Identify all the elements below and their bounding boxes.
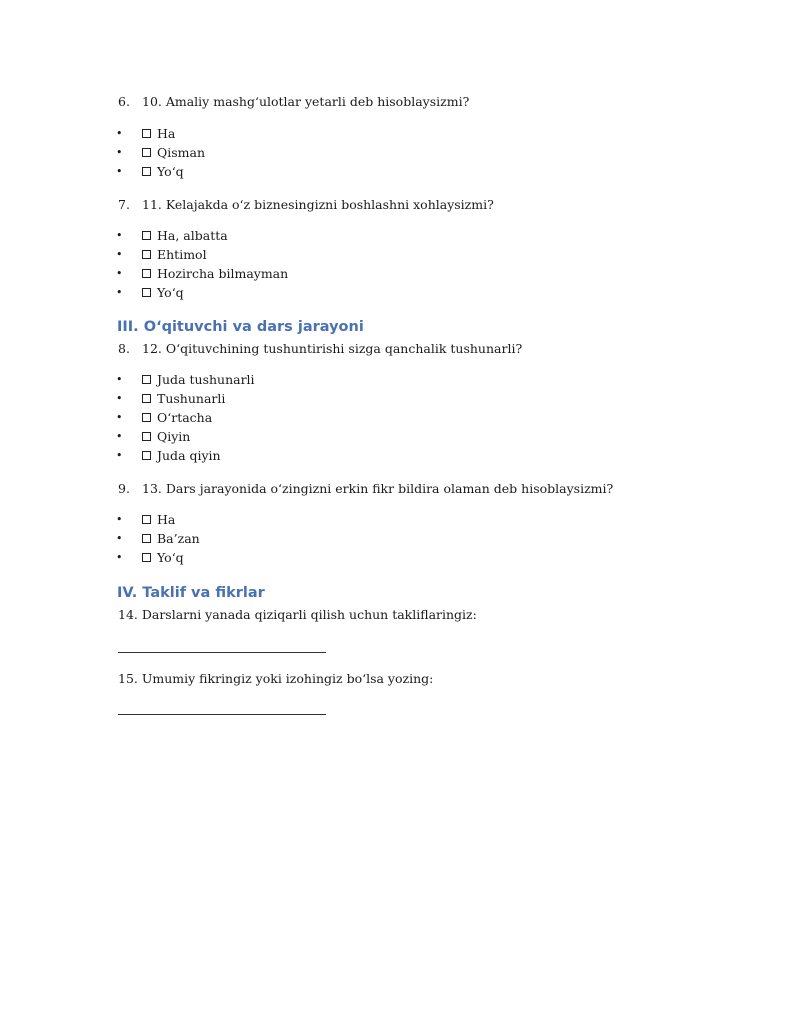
option-item[interactable] bbox=[0, 143, 800, 162]
bullet-icon: • bbox=[116, 165, 123, 178]
option-label: Ba’zan bbox=[157, 531, 200, 546]
bullet-icon: • bbox=[116, 373, 123, 386]
option-item[interactable] bbox=[0, 408, 800, 427]
option-label: Ha bbox=[157, 126, 176, 141]
checkbox[interactable] bbox=[142, 413, 151, 422]
section-heading-4: IV. Taklif va fikrlar bbox=[117, 585, 265, 601]
option-item[interactable] bbox=[0, 283, 800, 302]
open-question-14: 14. Darslarni yanada qiziqarli qilish uchun takliflaringiz: bbox=[118, 607, 477, 622]
checkbox[interactable] bbox=[142, 269, 151, 278]
bullet-icon: • bbox=[116, 248, 123, 261]
bullet-icon: • bbox=[116, 551, 123, 564]
bullet-icon: • bbox=[116, 532, 123, 545]
option-label: Ehtimol bbox=[157, 247, 207, 262]
checkbox[interactable] bbox=[142, 432, 151, 441]
question-block-8 bbox=[0, 339, 800, 359]
question-block-6 bbox=[0, 92, 800, 112]
question-7 bbox=[0, 195, 800, 215]
option-label: Yo‘q bbox=[157, 285, 184, 300]
checkbox[interactable] bbox=[142, 129, 151, 138]
option-item[interactable] bbox=[0, 162, 800, 181]
option-item[interactable] bbox=[0, 389, 800, 408]
question-block-9 bbox=[0, 479, 800, 499]
question-block-7 bbox=[0, 195, 800, 215]
options-list-8 bbox=[0, 370, 800, 465]
option-item[interactable] bbox=[0, 548, 800, 567]
question-8 bbox=[0, 339, 800, 359]
open-question-15: 15. Umumiy fikringiz yoki izohingiz bo‘lsa yozing: bbox=[118, 671, 434, 686]
bullet-icon: • bbox=[116, 513, 123, 526]
checkbox[interactable] bbox=[142, 231, 151, 240]
options-list-6 bbox=[0, 124, 800, 181]
question-number: 8. bbox=[118, 341, 130, 356]
checkbox[interactable] bbox=[142, 451, 151, 460]
bullet-icon: • bbox=[116, 392, 123, 405]
option-item[interactable] bbox=[0, 510, 800, 529]
option-item[interactable] bbox=[0, 226, 800, 245]
checkbox[interactable] bbox=[142, 167, 151, 176]
option-item[interactable] bbox=[0, 446, 800, 465]
option-label: Qiyin bbox=[157, 429, 191, 444]
section-heading-3: III. O‘qituvchi va dars jarayoni bbox=[117, 319, 364, 335]
bullet-icon: • bbox=[116, 127, 123, 140]
option-label: Juda tushunarli bbox=[157, 372, 255, 387]
options-list-9 bbox=[0, 510, 800, 567]
question-number: 7. bbox=[118, 197, 130, 212]
option-label: O‘rtacha bbox=[157, 410, 213, 425]
bullet-icon: • bbox=[116, 430, 123, 443]
bullet-icon: • bbox=[116, 267, 123, 280]
option-item[interactable] bbox=[0, 264, 800, 283]
option-item[interactable] bbox=[0, 370, 800, 389]
question-number: 9. bbox=[118, 481, 130, 496]
option-label: Qisman bbox=[157, 145, 206, 160]
bullet-icon: • bbox=[116, 229, 123, 242]
option-label: Yo‘q bbox=[157, 164, 184, 179]
option-label: Hozircha bilmayman bbox=[157, 266, 289, 281]
bullet-icon: • bbox=[116, 411, 123, 424]
question-text: 12. O‘qituvchining tushuntirishi sizga qanchalik tushunarli? bbox=[142, 341, 523, 356]
answer-line-14[interactable] bbox=[118, 652, 326, 653]
checkbox[interactable] bbox=[142, 288, 151, 297]
checkbox[interactable] bbox=[142, 250, 151, 259]
bullet-icon: • bbox=[116, 146, 123, 159]
option-label: Yo‘q bbox=[157, 550, 184, 565]
option-label: Ha, albatta bbox=[157, 228, 228, 243]
checkbox[interactable] bbox=[142, 515, 151, 524]
question-text: 11. Kelajakda o‘z biznesingizni boshlashni xohlaysizmi? bbox=[142, 197, 494, 212]
option-label: Ha bbox=[157, 512, 176, 527]
option-item[interactable] bbox=[0, 245, 800, 264]
option-label: Tushunarli bbox=[157, 391, 226, 406]
option-item[interactable] bbox=[0, 427, 800, 446]
question-9 bbox=[0, 479, 800, 499]
checkbox[interactable] bbox=[142, 394, 151, 403]
option-item[interactable] bbox=[0, 124, 800, 143]
bullet-icon: • bbox=[116, 286, 123, 299]
bullet-icon: • bbox=[116, 449, 123, 462]
question-text: 13. Dars jarayonida o‘zingizni erkin fikr bildira olaman deb hisoblaysizmi? bbox=[142, 481, 614, 496]
checkbox[interactable] bbox=[142, 553, 151, 562]
answer-line-15[interactable] bbox=[118, 714, 326, 715]
option-item[interactable] bbox=[0, 529, 800, 548]
question-number: 6. bbox=[118, 94, 130, 109]
question-6 bbox=[0, 92, 800, 112]
checkbox[interactable] bbox=[142, 375, 151, 384]
checkbox[interactable] bbox=[142, 534, 151, 543]
options-list-7 bbox=[0, 226, 800, 302]
checkbox[interactable] bbox=[142, 148, 151, 157]
question-text: 10. Amaliy mashg‘ulotlar yetarli deb hisoblaysizmi? bbox=[142, 94, 470, 109]
option-label: Juda qiyin bbox=[157, 448, 221, 463]
